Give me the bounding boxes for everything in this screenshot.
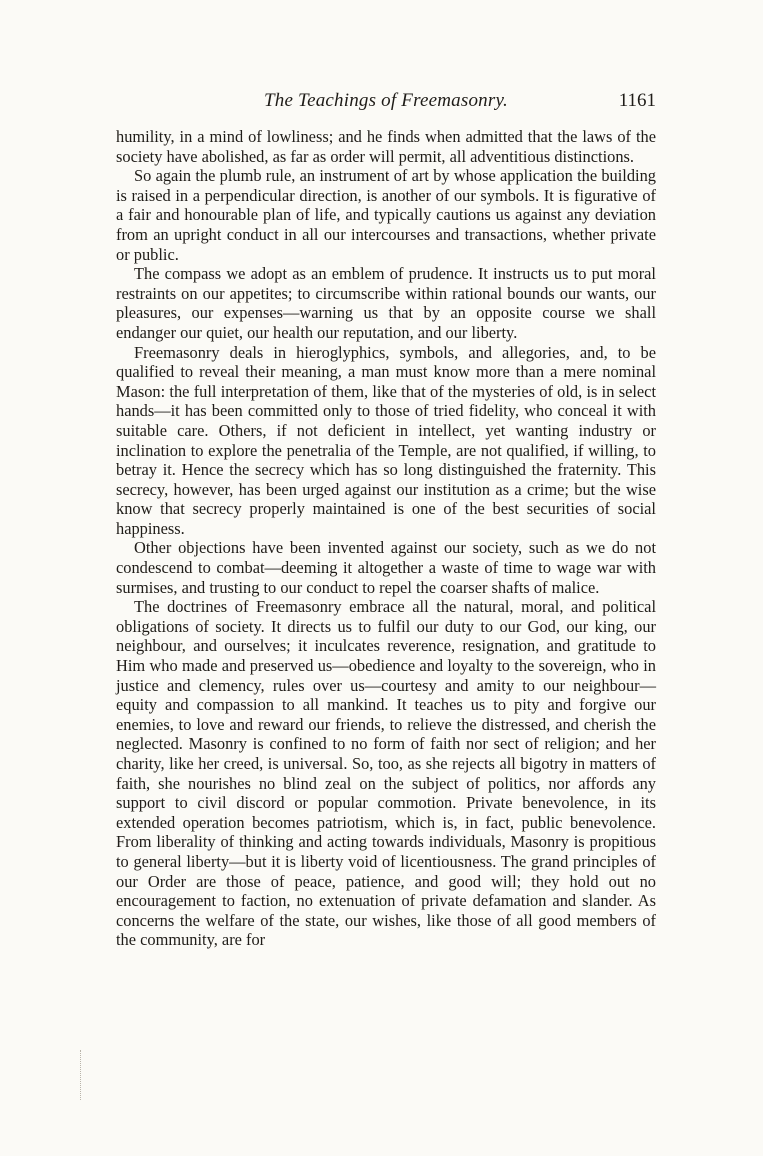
paragraph-hieroglyphics: Freemasonry deals in hieroglyphics, symbols, and allegories, and, to be qualified to reveal their meaning, a man must know more than a mere nominal Mason: the full interpretation of them, like that of the mysteries of old, is in select hands—it has been committed only to those of tried fidelity, who conceal it with suitable care. Others, if not deficient in intellect, yet wanting industry or inclination to explore the penetralia of the Temple, are not qualified, if willing, to betray it. Hence the secrecy which has so long distinguished the fraternity. This secrecy, however, has been urged against our institution as a crime; but the wise know that secrecy properly maintained is one of the best securities of social happiness. — [116, 342, 656, 538]
paragraph-objections: Other objections have been invented against our society, such as we do not condescend to combat—deeming it altogether a waste of time to wage war with surmises, and trusting to our conduct to repel the coarser shafts of malice. — [116, 538, 656, 597]
page-header — [116, 90, 656, 114]
paragraph-compass: The compass we adopt as an emblem of prudence. It instructs us to put moral restraints on our appetites; to circumscribe within rational bounds our wants, our pleasures, our expenses—warning us that by an opposite course we shall endanger our quiet, our health our reputation, and our liberty. — [116, 264, 656, 342]
page-number: 1161 — [618, 90, 656, 111]
paragraph-plumb-rule: So again the plumb rule, an instrument of art by whose application the building is raised in a perpendicular direction, is another of our symbols. It is figurative of a fair and honourable plan of life, and typically cautions us against any deviation from an upright conduct in all our intercourses and transactions, whether private or public. — [116, 166, 656, 264]
paragraph-humility: humility, in a mind of lowliness; and he finds when admitted that the laws of the society have abolished, as far as order will permit, all adventitious distinctions. — [116, 127, 656, 166]
running-title: The Teachings of Freemasonry. — [264, 90, 508, 111]
paragraph-doctrines: The doctrines of Freemasonry embrace all the natural, moral, and political obligations of society. It directs us to fulfil our duty to our God, our king, our neighbour, and ourselves; it inculcates reverence, resignation, and gratitude to Him who made and preserved us—obedience and loyalty to the sovereign, who in justice and clemency, rules over us—courtesy and amity to our neighbour—equity and compassion to all mankind. It teaches us to pity and forgive our enemies, to love and reward our friends, to relieve the distressed, and cherish the neglected. Masonry is confined to no form of faith nor sect of religion; and her charity, like her creed, is universal. So, too, as she rejects all bigotry in matters of faith, she nourishes no blind zeal on the subject of politics, nor affords any support to civil discord or popular commotion. Private benevolence, in its extended operation becomes patriotism, which is, in fact, public benevolence. From liberality of thinking and acting towards individuals, Masonry is propitious to general liberty—but it is liberty void of licentiousness. The grand principles of our Order are those of peace, patience, and good will; they hold out no encouragement to faction, no extenuation of private defamation and slander. As concerns the welfare of the state, our wishes, like those of all good members of the community, are for — [116, 597, 656, 950]
body-text — [116, 127, 656, 950]
margin-mark — [80, 1050, 83, 1100]
